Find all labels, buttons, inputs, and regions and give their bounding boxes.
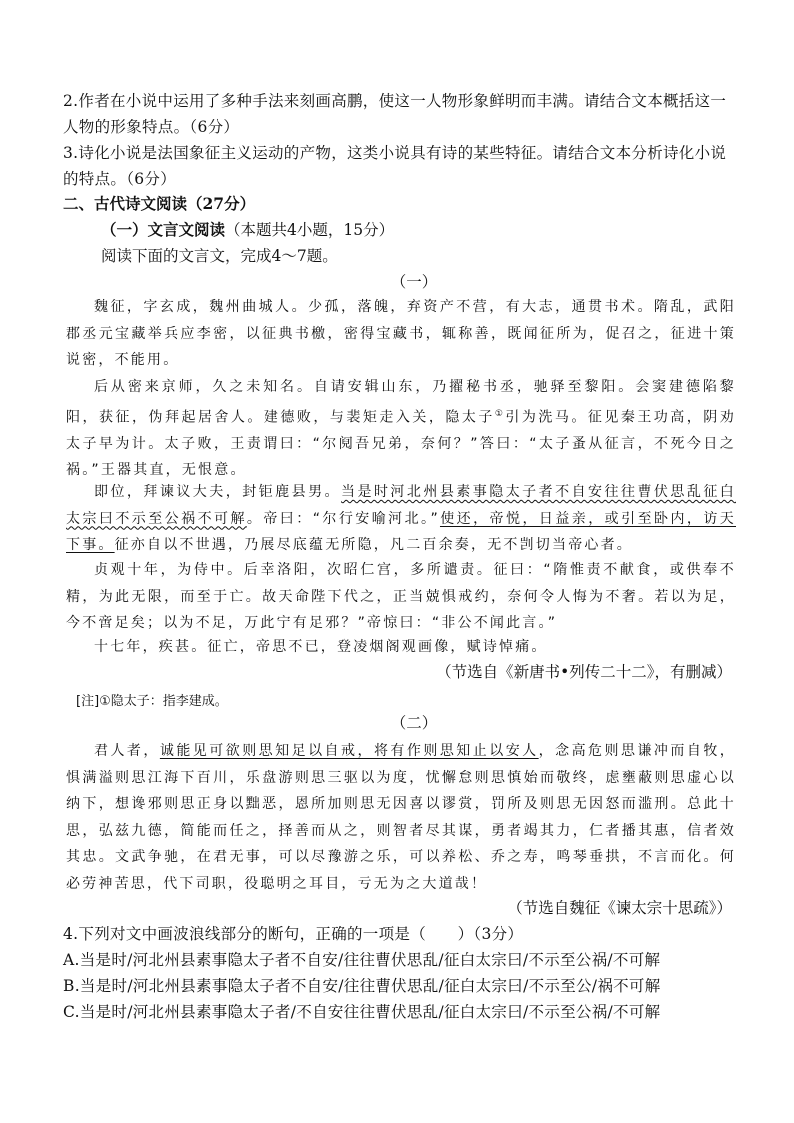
- paragraph-3-text-b: 。帝曰：“尔行安喻河北。”: [246, 510, 440, 527]
- passage-2-text-b: ，念高危则思谦冲而自牧，惧满溢则思江海下百川，乐盘游则思三驱以为度，忧懈怠则思慎始而敬终，虑壅蔽则思虚心以纳下，想谗邪则思正身以黜恶，恩所加则思无因喜以谬赏，罚所及则思无因怒而滥刑。总此十思，弘兹九德，简能而任之，择善而从之，则智者尽其谋，勇者竭其力，仁者播其惠，信者效其忠。文武争驰，在君无事，可以尽豫游之乐，可以养松、乔之寿，鸣琴垂拱，不言而化。何必劳神苦思，代下司职，役聪明之耳目，亏无为之大道哉！: [66, 743, 736, 892]
- passage-1-marker: （一）: [390, 273, 438, 291]
- instruction-text: 阅读下面的文言文，完成4～7题。: [101, 247, 338, 265]
- question-4-option-a: A.当是时/河北州县素事隐太子者不自安/往往曹伏思乱/征白太宗曰/不示至公祸/不可解: [63, 951, 661, 969]
- passage-1-paragraph-3: [66, 479, 736, 559]
- paragraph-3-text-c: 征亦自以不世遇，乃展尽底蕴无所隐，凡二百余奏，无不剀切当帝心者。: [114, 537, 634, 553]
- sub-heading-title: （一）文言文阅读: [101, 220, 226, 239]
- question-4-stem: 4.下列对文中画波浪线部分的断句，正确的一项是（ ）（3分）: [63, 925, 524, 943]
- footnote-marker: ①: [494, 408, 506, 419]
- sub-heading-detail: （本题共4小题，15分）: [225, 221, 395, 239]
- footnote: [注]①隐太子：指李建成。: [76, 694, 228, 709]
- sub-heading: [101, 218, 394, 240]
- paragraph-2-text-a: 后从密来京师，久之未知名。自请安辑山东，乃擢秘书丞，驰驿至黎阳。会窦建德陷黎阳，获征，伪拜起居舍人。建德败，与裴矩走入关，隐太子: [66, 379, 736, 426]
- question-4-option-c: C.当是时/河北州县素事隐太子者/不自安往往曹伏思乱/征白太宗曰/不示至公祸/不可解: [63, 1003, 661, 1021]
- question-3: 3.诗化小说是法国象征主义运动的产物，这类小说具有诗的某些特征。请结合文本分析诗化小说的特点。（6分）: [63, 144, 727, 188]
- passage-1-paragraph-5: 十七年，疾甚。征亡，帝思不已，登凌烟阁观画像，赋诗悼痛。: [94, 639, 548, 655]
- passage-2-text-a: 君人者，: [94, 743, 160, 759]
- wavy-underlined-sentence: 当是时河北州县素事隐太子者不自安往往曹伏思乱征白太宗曰不示至公祸不可解: [66, 484, 736, 527]
- passage-2-marker: （二）: [390, 714, 438, 732]
- passage-1-source: （节选自《新唐书•列传二十二》，有删减）: [436, 663, 732, 681]
- section-heading: 二、古代诗文阅读（27分）: [63, 194, 256, 213]
- paragraph-2-text-b: 引为洗马。征见秦王功高，阴劝太子早为计。太子败，王责谓曰：“尔阋吾兄弟，奈何？”答曰：“太子蚤从征言，不死今日之祸。”王器其直，无恨意。: [66, 409, 736, 479]
- passage-1-paragraph-1: 魏征，字玄成，魏州曲城人。少孤，落魄，弃资产不营，有大志，通贯书术。隋乱，武阳郡丞元宝藏举兵应李密，以征典书檄，密得宝藏书，辄称善，既闻征所为，促召之，征进十策说密，不能用。: [66, 299, 736, 368]
- passage-2-paragraph: [66, 738, 736, 897]
- underlined-sentence: 使还，帝悦，日益亲，或引至卧内，访天下事。: [66, 510, 736, 553]
- passage-1-paragraph-4: 贞观十年，为侍中。后幸洛阳，次昭仁宫，多所谴责。征曰：“隋惟责不献食，或供奉不精，为此无限，而至于亡。故天命陛下代之，正当兢惧戒约，奈何令人悔为不奢。若以为足，今不啻足矣；以为不足，万此宁有足邪？”帝惊曰：“非公不闻此言。”: [66, 562, 736, 631]
- question-4-option-b: B.当是时/河北州县素事隐太子者不自安/往往曹伏思乱/征白太宗曰/不示至公/祸不可解: [63, 977, 661, 995]
- passage-2-underlined: 诚能见可欲则思知足以自戒，将有作则思知止以安人: [159, 743, 539, 759]
- passage-1-paragraph-2: [66, 374, 736, 484]
- question-2: 2.作者在小说中运用了多种手法来刻画高鹏，使这一人物形象鲜明而丰满。请结合文本概括这一人物的形象特点。（6分）: [63, 92, 727, 136]
- passage-2-source: （节选自魏征《谏太宗十思疏》）: [507, 899, 732, 917]
- paragraph-3-text-a: 即位，拜谏议大夫，封钜鹿县男。: [94, 484, 342, 500]
